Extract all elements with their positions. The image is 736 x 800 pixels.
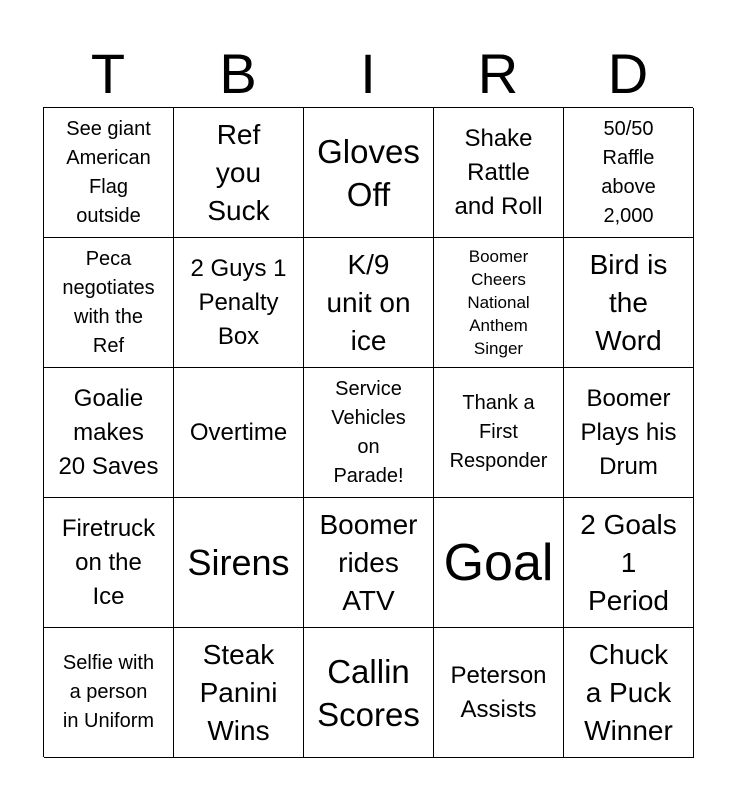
bingo-cell-5[interactable] xyxy=(564,108,694,238)
bingo-cell-label: Bird is the Word xyxy=(589,248,668,356)
header-letter-t: T xyxy=(90,42,126,105)
bingo-cell-14[interactable] xyxy=(434,368,564,498)
bingo-cell-3[interactable] xyxy=(304,108,434,238)
bingo-cell-label: K/9 unit on ice xyxy=(326,248,411,356)
bingo-cell-label: Firetruck on the Ice xyxy=(61,514,156,610)
bingo-cell-4[interactable] xyxy=(434,108,564,238)
bingo-cell-19[interactable] xyxy=(434,498,564,628)
bingo-cell-15[interactable] xyxy=(564,368,694,498)
bingo-header xyxy=(43,40,693,108)
bingo-cell-label: Selfie with a person in Uniform xyxy=(62,652,155,732)
bingo-cell-21[interactable] xyxy=(44,628,174,758)
bingo-cell-18[interactable] xyxy=(304,498,434,628)
bingo-cell-23[interactable] xyxy=(304,628,434,758)
bingo-cell-label: Thank a First Responder xyxy=(449,392,548,472)
bingo-cell-label: 50/50 Raffle above 2,000 xyxy=(601,117,656,227)
bingo-cell-label: Ref you Suck xyxy=(207,118,270,226)
header-letter-i: I xyxy=(360,42,376,105)
bingo-cell-25[interactable] xyxy=(564,628,694,758)
bingo-cell-label: Goal xyxy=(443,533,554,592)
bingo-cell-16[interactable] xyxy=(44,498,174,628)
bingo-cell-label: Boomer Plays his Drum xyxy=(580,384,677,480)
bingo-cell-7[interactable] xyxy=(174,238,304,368)
bingo-cell-label: Gloves Off xyxy=(317,132,420,213)
bingo-cell-label: Shake Rattle and Roll xyxy=(454,124,543,220)
bingo-cell-label: Goalie makes 20 Saves xyxy=(58,384,159,480)
header-letter-d: D xyxy=(607,42,649,105)
bingo-cell-13[interactable] xyxy=(304,368,434,498)
bingo-cell-label: Boomer Cheers National Anthem Singer xyxy=(467,247,530,358)
bingo-cell-1[interactable] xyxy=(44,108,174,238)
bingo-cell-label: Steak Panini Wins xyxy=(199,638,278,746)
bingo-cell-6[interactable] xyxy=(44,238,174,368)
header-letter-b: B xyxy=(219,42,257,105)
bingo-cell-17[interactable] xyxy=(174,498,304,628)
bingo-cell-label: Peca negotiates with the Ref xyxy=(62,247,155,357)
bingo-cell-24[interactable] xyxy=(434,628,564,758)
bingo-cell-9[interactable] xyxy=(434,238,564,368)
bingo-cell-20[interactable] xyxy=(564,498,694,628)
header-letter-r: R xyxy=(477,42,519,105)
bingo-cell-label: See giant American Flag outside xyxy=(66,117,151,227)
bingo-cell-label: 2 Goals 1 Period xyxy=(580,508,677,616)
bingo-cell-label: Overtime xyxy=(189,418,288,446)
bingo-cell-10[interactable] xyxy=(564,238,694,368)
bingo-cell-2[interactable] xyxy=(174,108,304,238)
bingo-cell-label: 2 Guys 1 Penalty Box xyxy=(190,254,287,350)
bingo-cell-8[interactable] xyxy=(304,238,434,368)
bingo-cell-label: Callin Scores xyxy=(317,652,420,733)
bingo-card xyxy=(43,107,693,757)
bingo-cell-label: Sirens xyxy=(187,541,290,583)
bingo-cell-label: Service Vehicles on Parade! xyxy=(331,377,406,487)
bingo-cell-label: Boomer rides ATV xyxy=(319,508,418,616)
bingo-cell-12[interactable] xyxy=(174,368,304,498)
bingo-cell-label: Peterson Assists xyxy=(450,661,547,723)
bingo-cell-label: Chuck a Puck Winner xyxy=(584,638,673,746)
bingo-cell-11[interactable] xyxy=(44,368,174,498)
bingo-cell-22[interactable] xyxy=(174,628,304,758)
